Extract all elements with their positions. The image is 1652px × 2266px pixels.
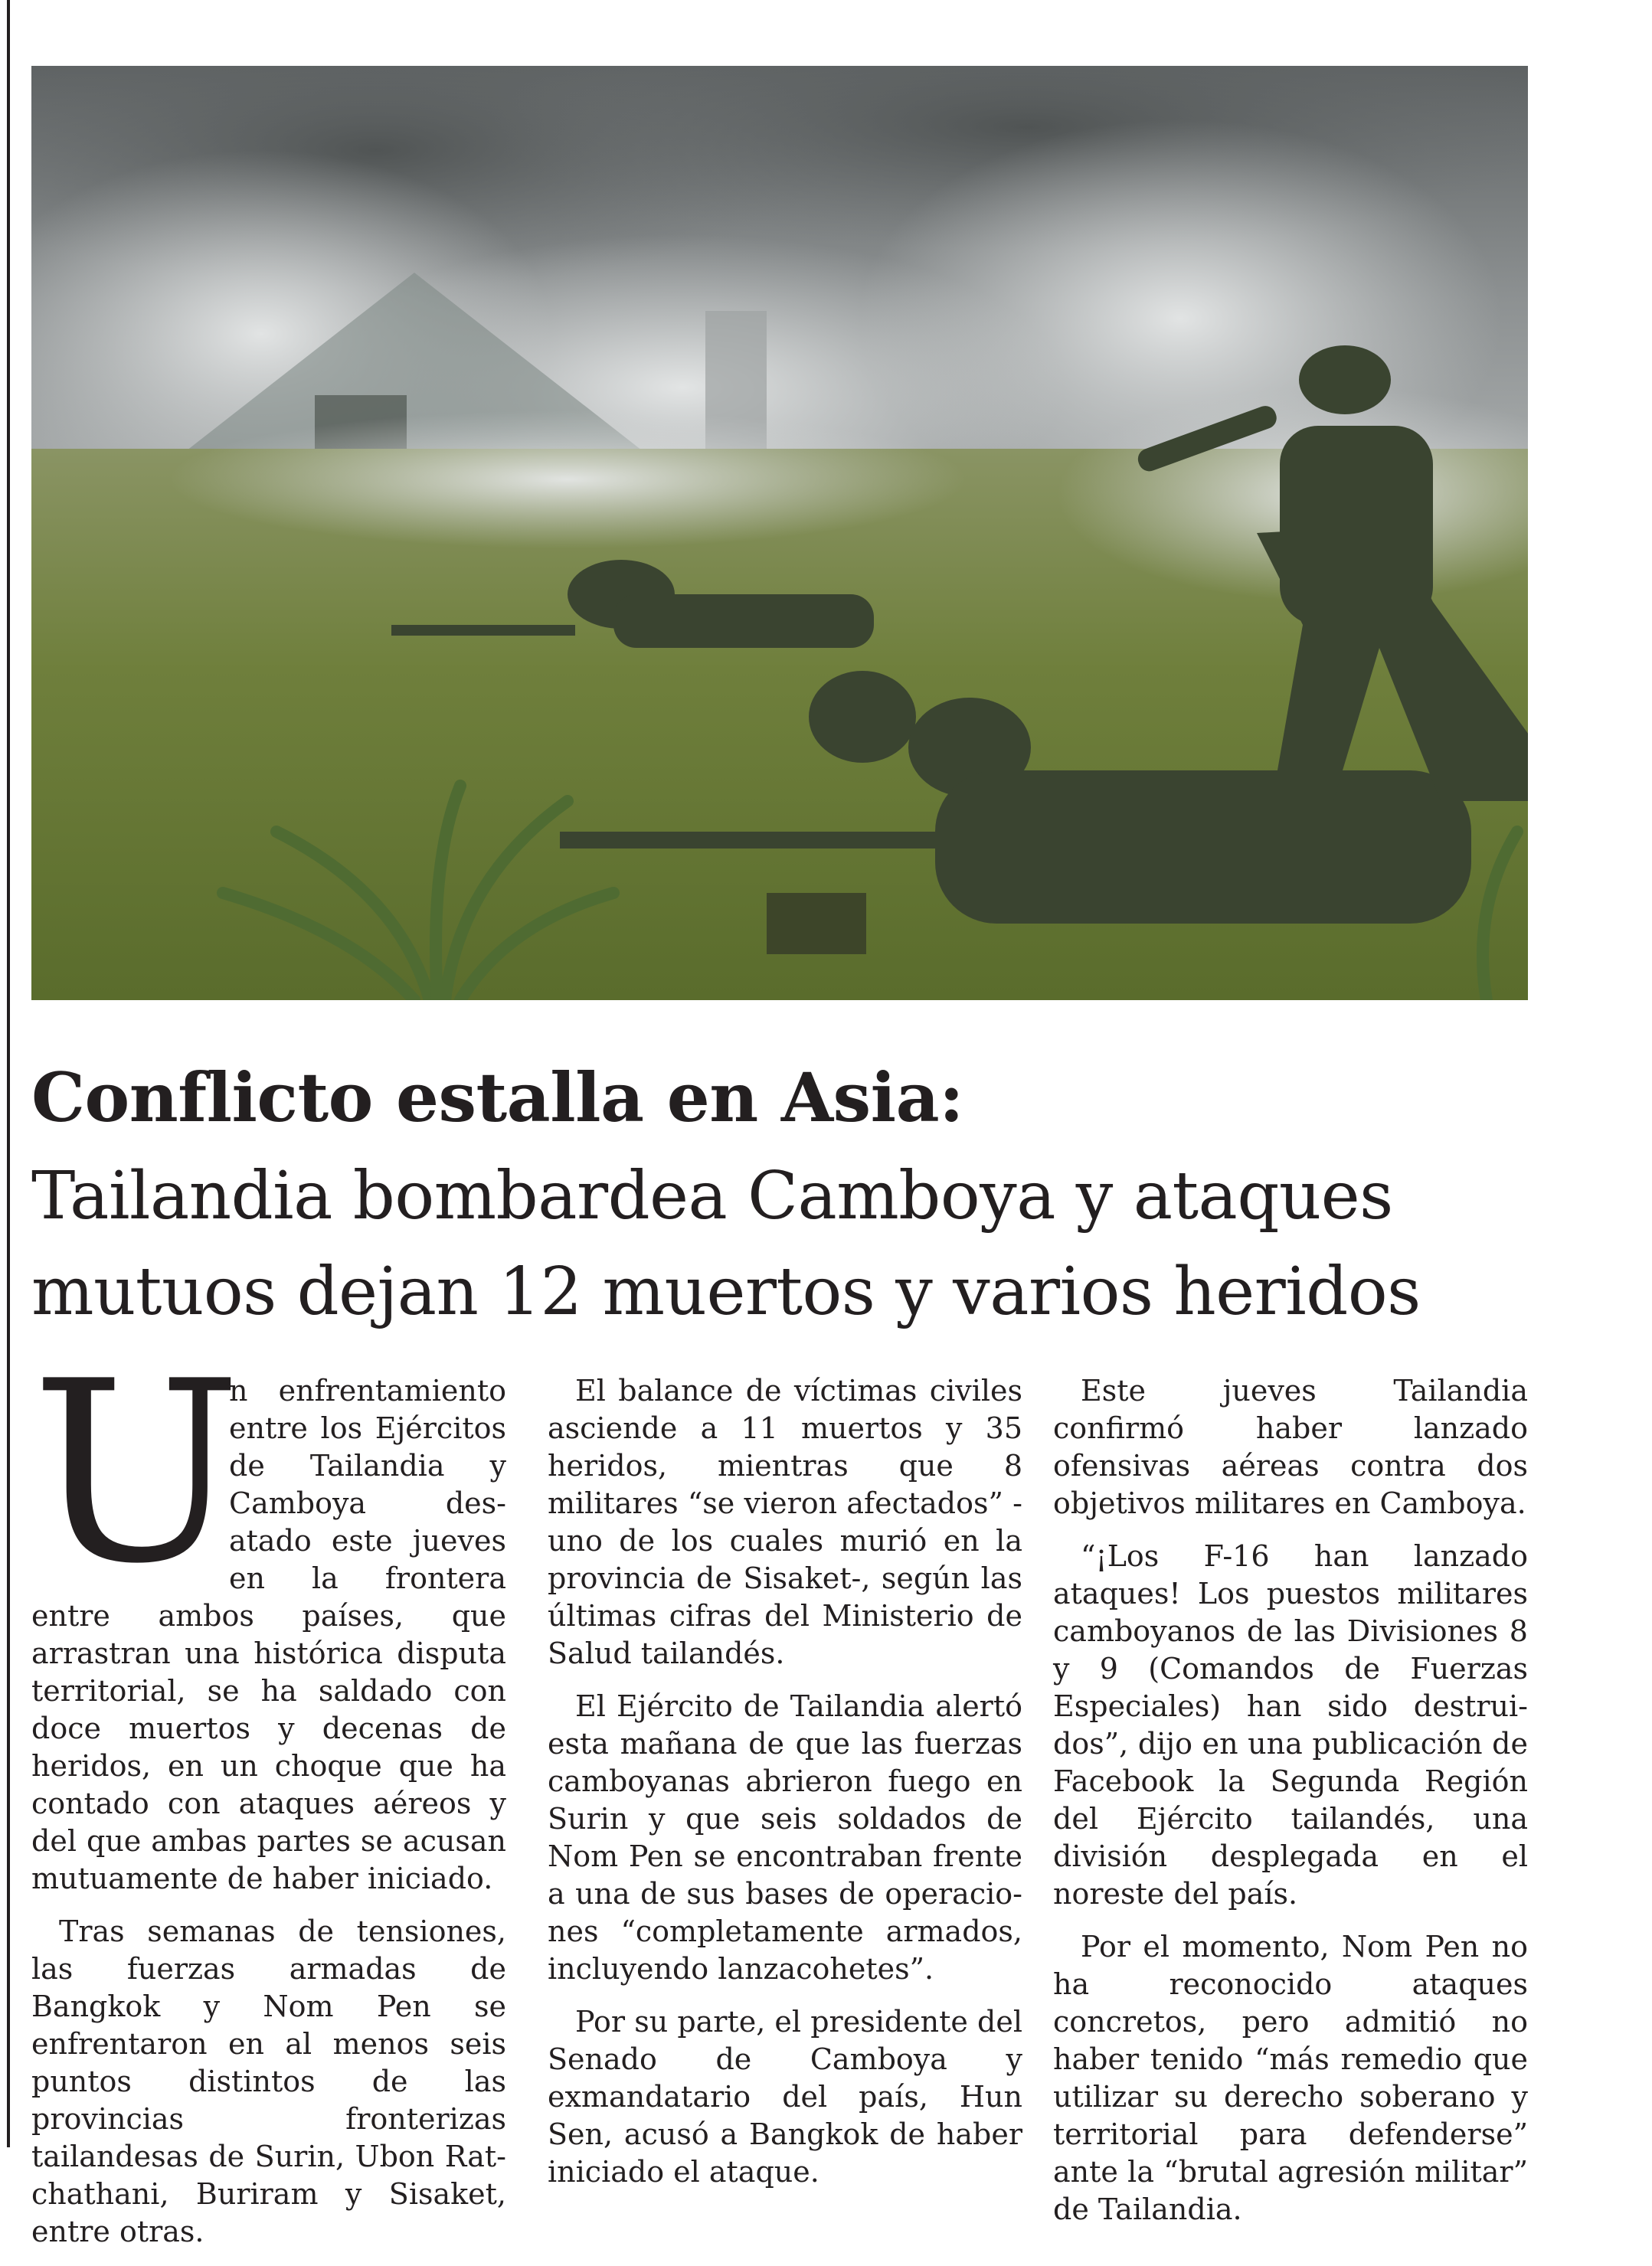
article-column-3 [1053,1372,1528,2244]
paragraph [31,1327,506,1898]
paragraph: El balance de víctimas civiles asciende a 11 muertos y 35 heridos, mientras que 8 militares “se vieron afectados” -uno de los cuales murió en la provincia de Sisaket-, según las últimas cifras del Ministerio de Salud tailandés. [548,1374,1022,1670]
article-column-1 [31,1327,506,2266]
article-column-2 [548,1372,1022,2206]
drop-cap: U [31,1327,242,1618]
paragraph: Por su parte, el presidente del Senado de Camboya y exmandatario del país, Hun Sen, acusó a Bangkok de haber iniciado el ataque. [548,2005,1022,2189]
paragraph: Por el momento, Nom Pen no ha reconocido ataques concretos, pero admitió no haber tenido “más remedio que utilizar su derecho soberano y territorial para defenderse” ante la “brutal agresión militar” de Tailandia. [1053,1930,1528,2226]
article-photo [31,66,1528,1000]
subheadline: Tailandia bombardea Camboya y ataques mutuos dejan 12 muertos y varios heridos [31,1158,1421,1330]
paragraph: Tras semanas de tensiones, las fuerzas armadas de Bangkok y Nom Pen se enfrentaron en al menos seis puntos distintos de las provincias fronterizas tailandesas de Surin, Ubon Ratchathani, Buriram y Sisaket, entre otras. [31,1914,506,2248]
paragraph-text: n enfrentamiento entre los Ejércitos de Tailandia y Camboya desatado este jueves en la frontera entre ambos países, que arrastran una histórica disputa territorial, se ha saldado con doce muertos y decenas de heridos, en un choque que ha contado con ataques aéreos y del que ambas partes se acusan mutuamente de haber iniciado. [31,1374,506,1895]
headline: Conflicto estalla en Asia: [31,1058,964,1137]
page-left-rule [7,0,10,2147]
paragraph: Este jueves Tailandia confirmó haber lanzado ofensivas aéreas contra dos objetivos militares en Camboya. [1053,1374,1528,1520]
paragraph: “¡Los F-16 han lanzado ataques! Los puestos militares camboyanos de las Divisiones 8 y 9 (Comandos de Fuerzas Especiales) han sido destruidos”, dijo en una publicación de Facebook la Segunda Región del Ejército tailandés, una división desplegada en el noreste del país. [1053,1539,1528,1911]
paragraph: El Ejército de Tailandia alertó esta mañana de que las fuerzas camboyanas abrieron fuego en Surin y que seis soldados de Nom Pen se encontraban frente a una de sus bases de operaciones “completamente armados, incluyendo lanzacohetes”. [548,1689,1022,1986]
soldiers-in-field-photo-icon [31,66,1528,1000]
